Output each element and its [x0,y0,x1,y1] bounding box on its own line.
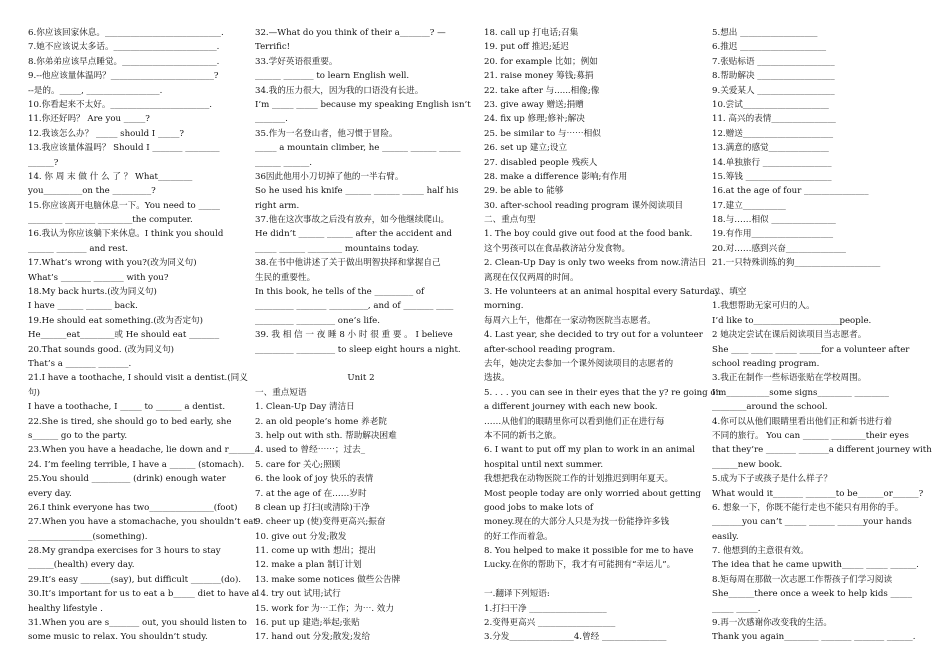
text-line: 的好工作而着急。 [484,531,553,542]
text-line: 18. call up 打电话;召集 [484,28,579,38]
text-line: 离现在仅仅两周的时间。 [484,272,579,283]
text-line: 26.I think everyone has two_______________(foot) [28,502,238,513]
text-line: 16.我认为你应该躺下来休息。I think you should [28,229,224,240]
text-line: 20. for example 比如；例如 [484,56,598,67]
text-line: 句) [28,387,40,398]
text-line: 14. 你 周 末 做 什 么 了 ？ What________ [28,171,193,182]
text-line: 35.作为一名登山者，他习惯于冒险。 [255,128,398,139]
text-line: I’m__________some signs________ ________ [712,387,889,398]
text-line: 30.It’s important for us to eat a b_____ diet to have a [28,589,257,600]
text-line: 22. take after 与......相像;像 [484,85,600,96]
text-line: 8. You helped to make it possible for me to have [484,546,694,557]
text-line: I’m _____ _____ because my speaking English isn’t [255,99,471,110]
text-line: 19.有作用___________________ [712,229,834,240]
text-line: In this book, he tells of the _________ of [255,287,425,298]
text-line: 本不同的新书之旅。 [484,430,562,441]
text-line: some music to relax. You shouldn’t study. [28,632,208,643]
text-line: ______new book. [712,459,783,470]
text-line: 4.你可以从他们眼睛里看出他们正和新书进行着 [712,416,893,427]
text-line: morning. [484,301,524,312]
text-line: 15.筹钱 ____________________ [712,171,832,182]
text-line: ……从他们的眼睛里你可以看到他们正在进行每 [484,416,665,427]
text-line: 17. hand out 分发;散发;发给 [255,632,371,643]
text-line: 5.成为下子或孩子是什么样子？ [712,474,832,485]
text-line: 9.关爱某人 __________________ [712,85,835,96]
text-line: 14. try out 试用;试行 [255,589,341,600]
text-line: _____ _____. [712,603,761,614]
text-line: 20.对……感到兴奋______________ [712,243,846,254]
text-line: What would it_______ _______to be______or______? [712,488,924,499]
text-line: _________ _______ _________, and of _______ ____ [255,301,454,312]
text-line: 13. make some notices 做些公告牌 [255,574,401,585]
text-line: 13.我应该量体温吗？ Should I _______ ________ [28,143,220,154]
text-line: 11.你还好吗？ Are you _____? [28,114,150,125]
text-line: 8.你弟弟应该早点睡觉。______________________. [28,56,220,67]
text-line: money.现在的大部分人只是为找一份能挣许多钱 [484,517,670,528]
text-line: 22.She is tired, she should go to bed early, she [28,416,232,427]
text-line: 30. after-school reading program 课外阅读项目 [484,200,684,211]
text-line: He______eat________或 He should eat _______ [28,330,220,341]
text-line: 25. be similar to 与⋯⋯相似 [484,128,601,139]
text-line: 38.在书中他讲述了关于做出明智抉择和掌握自己 [255,258,441,269]
text-line: good jobs to make lots of [484,502,594,513]
text-line: 二、重点句型 [484,215,536,226]
text-line: 19. put off 推迟;延迟 [484,42,569,53]
text-line: 10.你看起来不太好。_______________________. [28,99,212,110]
text-line: 5. care for 关心;照顾 [255,459,341,470]
text-line: 13.满意的感觉______________ [712,143,829,154]
text-line: 二、填空 [712,287,747,298]
text-line: 32.—What do you think of their a_______? — [255,28,446,38]
text-line: Unit 2 [347,373,375,384]
text-line: 4. Last year, she decided to try out for a volunteer [484,330,703,341]
text-line: 选拔。 [484,373,510,384]
text-line: 6. 想象一下，你既不能行走也不能只有用你的手。 [712,502,904,513]
text-line: every day. [28,488,72,499]
text-line: 8 clean up 打扫(或清除)干净 [255,502,370,513]
column-3 [484,26,722,645]
text-line: 7. at the age of 在……岁时 [255,488,367,499]
text-line: The idea that he came upwith_____ _____ ______. [712,560,919,571]
text-line: s______ go to the party. [28,430,128,441]
text-line: Most people today are only worried about getting [484,488,701,499]
text-line: school reading program. [712,358,820,369]
text-line: 2. Clean-Up Day is only two weeks from now.清洁日 [484,258,707,269]
text-line: 14.单独旅行 ________________ [712,157,832,168]
text-line: 7.她不应该说太多话。________________________. [28,42,220,53]
text-line: 6. I want to put off my plan to work in an animal [484,445,695,456]
text-line: 2. an old people’s home 养老院 [255,416,387,427]
text-line: 一.翻译下列短语: [484,589,550,600]
text-line: 2.变得更高兴 __________________ [484,618,616,629]
text-line: 15. work for 为⋯工作；为⋯. 效力 [255,603,394,614]
text-line: 3.分发_______________4.曾经 _______________ [484,632,667,643]
text-line: 23. give away 赠送;捐赠 [484,99,584,110]
column-2 [255,26,471,645]
text-line: 34.我的压力很大，因为我的口语没有长进。 [255,85,424,96]
text-line: 12.我该怎么办？ _____ should I _____? [28,128,185,139]
text-line: 27. disabled people 残疾人 [484,157,598,168]
text-line: 6.推迟 ____________________ [712,42,827,53]
text-line: _________ _________ one’s life. [255,315,380,326]
text-line: That’s a _______ _______. [28,358,132,369]
text-line: 这个男孩可以在食品救济站分发食物。 [484,243,631,254]
text-line: 我想把我在动物医院工作的计划推迟到明年夏天。 [484,474,674,485]
text-line: Terrific! [255,42,291,53]
text-line: 1.我想帮助无家可归的人。 [712,301,815,312]
text-line: 每周六上午，他都在一家动物医院当志愿者。 [484,315,656,326]
text-line: 18.My back hurts.(改为同义句) [28,287,157,298]
column-1 [28,26,258,645]
text-line: 12.赠送_____________________ [712,128,834,139]
text-line: 36因此他用小刀切掉了他的一半右臂。 [255,171,404,182]
text-line: _______you can’t _____ ______ ______your hands [712,517,912,528]
text-line: 28. make a difference 影响;有作用 [484,171,628,182]
text-line: 23.When you have a headache, lie down and r______. [28,445,258,456]
text-line: She ____ _____ _____ _____for a volunteer after [712,344,910,355]
text-line: 8.帮助解决 __________________ [712,71,835,82]
text-line: 10. give out 分发;散发 [255,531,347,542]
text-line: 27.When you have a stomachache, you shouldn’t eat [28,517,257,528]
text-line: 1.打扫干净 __________________ [484,603,607,614]
text-line: healthy lifestyle . [28,603,103,614]
text-line: 6. the look of joy 快乐的表情 [255,474,374,485]
text-line: ________ _______ ________the computer. [28,215,193,226]
text-line: ______(health) every day. [28,560,135,571]
text-line: 1. Clean-Up Day 清洁日 [255,402,355,413]
text-line: He didn’t ______ ______ after the accident and [255,229,452,240]
text-line: So he used his knife ______ ______ _____ half his [255,186,459,197]
text-line: 7.张贴标语 __________________ [712,56,835,67]
text-line: I’d like to____________________people. [712,315,872,326]
text-line: 17.建立__________ [712,200,786,211]
text-line: 33.学好英语很重要。 [255,56,338,67]
text-line: 7. 他想到的主意很有效。 [712,546,809,557]
text-line: 18.与……相似 _______________ [712,215,836,226]
text-line: 12. make a plan 制订计划 [255,560,362,571]
text-line: after-school reading program. [484,344,616,355]
text-line: _________ _________ to sleep eight hours a night. [255,344,461,355]
text-line: 3. help out with sth. 帮助解决困难 [255,430,397,441]
text-line: 11. 高兴的表情_______________ [712,114,836,125]
text-line: 21. raise money 筹钱;募捐 [484,71,594,82]
text-line: What’s _______ _______ with you? [28,272,169,283]
text-line: 28.My grandpa exercises for 3 hours to stay [28,546,221,557]
text-line: Lucky.在你的帮助下，我才有可能拥有“幸运儿”。 [484,560,676,571]
text-line: 9.再一次感谢你改变我的生活。 [712,618,832,629]
text-line: 31.When you are s_______ out, you should listen to [28,618,247,629]
text-line: that they’re _______ _______a different journey with [712,445,932,456]
text-line: 1. The boy could give out food at the food bank. [484,229,693,240]
text-line: 20.That sounds good. (改为同义句) [28,344,175,355]
text-line: She______there once a week to help kids _____ [712,589,912,600]
text-line: ________around the school. [712,402,828,413]
text-line: 3.我正在制作一些标语张贴在学校周围。 [712,373,867,384]
text-line: ______? [28,157,59,168]
text-line: 5. . . . you can see in their eyes that the y? re going on [484,387,722,398]
text-line: 16.at the age of four _______________ [712,186,869,197]
text-line: ______ _______ and rest. [28,243,129,254]
text-line: 29. be able to 能够 [484,186,564,197]
text-line: 21.I have a toothache, I should visit a dentist.(同义 [28,373,248,384]
text-line: 25.You should _________ (drink) enough water [28,474,226,485]
text-line: ______ ______. [255,157,313,168]
text-line [712,271,924,285]
text-line: you_________on the _________? [28,186,156,197]
text-line: I have ______ ______ back. [28,301,138,312]
text-line: 2 她决定尝试在课后阅读项目当志愿者。 [712,330,867,341]
text-line: 39. 我 相 信 一 夜 睡 8 小 时 很 重 要 。 I believe [255,330,453,341]
text-line: 16. put up 建造;举起;张贴 [255,618,360,629]
text-line: 19.He should eat something.(改为否定句) [28,315,204,326]
text-line: _____ ______ ________ mountains today. [255,243,419,254]
text-line: 9. cheer up (使)变得更高兴;振奋 [255,517,386,528]
text-line: 4. used to 曾经⋯⋯；过去_ [255,445,366,456]
text-line: 3. He volunteers at an animal hospital every Saturday [484,287,720,298]
text-line [484,573,696,587]
column-4 [712,26,932,645]
text-line: 生民的重要性。 [255,272,316,283]
text-line: hospital until next summer. [484,459,604,470]
text-line: 29.It’s easy _______(say), but difficult _______(do). [28,574,242,585]
text-line: a different journey with each new book. [484,402,658,413]
text-line: 不同的旅行。 You can ______ ________their eyes [712,430,909,441]
text-line: 15.你应该离开电脑休息一下。You need to _____ [28,200,220,211]
text-line: 11. come up with 想出；提出 [255,546,376,557]
text-line: 37.他在这次事故之后没有放弃，如今他继续爬山。 [255,215,450,226]
text-line: _____ a mountain climber, he ______ ______ _____ [255,143,461,154]
text-line: --是的。_____, _________________. [28,85,163,96]
text-line: 24. fix up 修理;修补;解决 [484,114,585,125]
text-line: 5.想出 __________________ [712,28,818,38]
text-line: 26. set up 建立;设立 [484,143,568,154]
text-line: _______________(something). [28,531,148,542]
text-line: 去年，她决定去参加一个课外阅读项目的志愿者的 [484,358,674,369]
text-line: 24. I’m feeling terrible, I have a ______ (stomach). [28,459,245,470]
text-line: I have a toothache, I _____ to ______ a dentist. [28,402,226,413]
text-line: 8.矩每周在那做一次志愿工作帮孩子们学习阅读 [712,574,893,585]
text-line [255,357,467,371]
text-line: easily. [712,531,739,542]
text-line: 9.--他应该量体温吗？________________________? [28,71,219,82]
text-line: 21.一只特殊训练的狗____________________ [712,258,881,269]
text-line: 17.What’s wrong with you?(改为同义句) [28,258,197,269]
text-line: right arm. [255,200,300,211]
text-line: 一、重点短语 [255,387,307,398]
text-line: ______ _______ to learn English well. [255,71,410,82]
text-line: Thank you again________ _______ _______ ______. [712,632,916,643]
text-line: 10.尝试____________________ [712,99,829,110]
text-line: _______. [255,114,288,125]
text-line: 6.你应该回家休息。___________________________. [28,28,224,38]
